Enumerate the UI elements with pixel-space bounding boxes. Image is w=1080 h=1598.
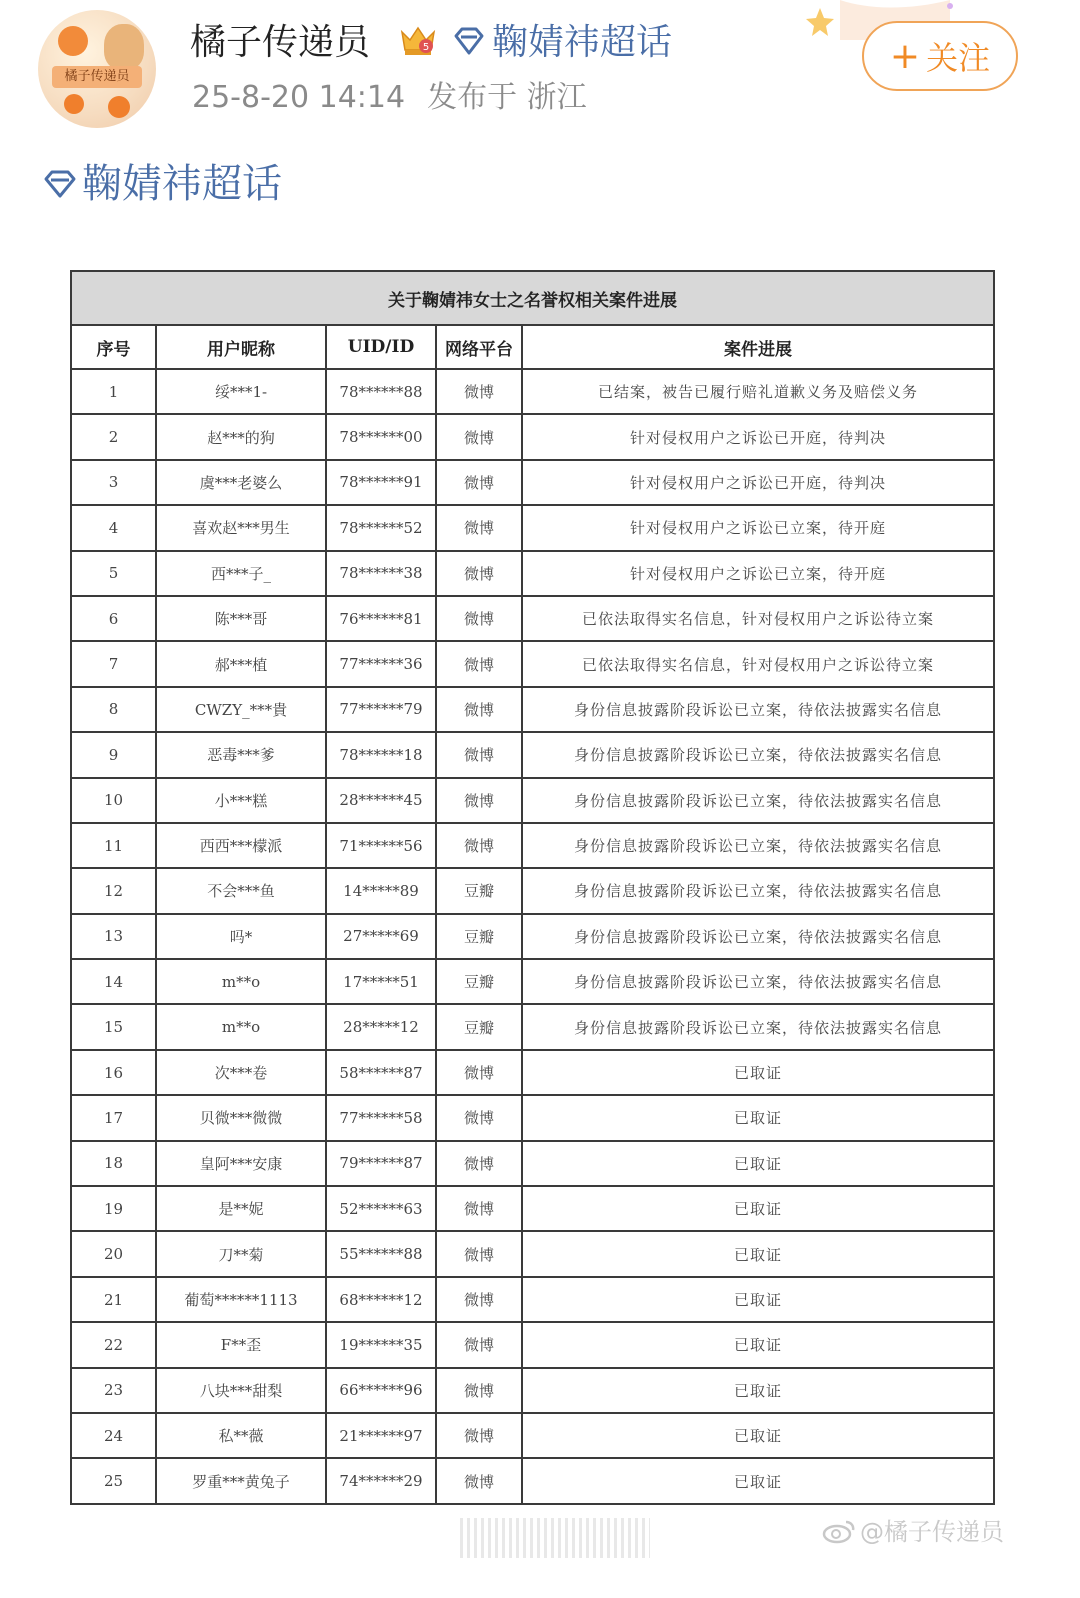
watermark-text: @橘子传递员 — [860, 1518, 1004, 1546]
cell-uid: 71******56 — [326, 823, 436, 868]
cell-uid: 21******97 — [326, 1413, 436, 1458]
cell-progress: 已取证 — [522, 1413, 994, 1458]
cell-index: 4 — [71, 505, 156, 550]
cell-nickname: 喜欢赵***男生 — [156, 505, 326, 550]
cell-platform: 微博 — [436, 369, 522, 414]
post-topic-label: 鞠婧祎超话 — [82, 161, 282, 207]
diamond-icon — [450, 26, 488, 56]
table-row — [71, 460, 994, 505]
cell-platform: 微博 — [436, 1095, 522, 1140]
cell-progress: 已依法取得实名信息，针对侵权用户之诉讼待立案 — [522, 596, 994, 641]
cell-platform: 微博 — [436, 414, 522, 459]
cell-platform: 微博 — [436, 1322, 522, 1367]
cell-nickname: CWZY_***貴 — [156, 687, 326, 732]
cell-nickname: 葡萄******1113 — [156, 1277, 326, 1322]
cell-progress: 针对侵权用户之诉讼已立案，待开庭 — [522, 551, 994, 596]
header-progress: 案件进展 — [522, 325, 994, 369]
cell-nickname: 郝***植 — [156, 641, 326, 686]
follow-label: 关注 — [926, 39, 991, 77]
cell-nickname: 私**薇 — [156, 1413, 326, 1458]
cell-uid: 28*****12 — [326, 1004, 436, 1049]
table-row — [71, 732, 994, 777]
topic-link-label: 鞠婧祎超话 — [492, 22, 673, 63]
table-row — [71, 823, 994, 868]
cell-index: 22 — [71, 1322, 156, 1367]
header-platform: 网络平台 — [436, 325, 522, 369]
cell-uid: 28******45 — [326, 778, 436, 823]
table-row — [71, 1004, 994, 1049]
cell-platform: 微博 — [436, 1368, 522, 1413]
crown-icon — [398, 22, 438, 58]
header-nickname: 用户昵称 — [156, 325, 326, 369]
table-row — [71, 1413, 994, 1458]
cell-progress: 已依法取得实名信息，针对侵权用户之诉讼待立案 — [522, 641, 994, 686]
cell-platform: 微博 — [436, 778, 522, 823]
cell-progress: 针对侵权用户之诉讼已开庭，待判决 — [522, 414, 994, 459]
cell-uid: 78******00 — [326, 414, 436, 459]
cat-illustration — [104, 24, 144, 70]
cell-index: 19 — [71, 1186, 156, 1231]
cell-progress: 已取证 — [522, 1095, 994, 1140]
cell-progress: 已取证 — [522, 1322, 994, 1367]
cell-nickname: 吗* — [156, 914, 326, 959]
cell-progress: 针对侵权用户之诉讼已立案，待开庭 — [522, 505, 994, 550]
case-table — [70, 270, 995, 1505]
post-image[interactable] — [70, 270, 993, 1505]
cell-uid: 76******81 — [326, 596, 436, 641]
cell-nickname: m**o — [156, 1004, 326, 1049]
cell-platform: 微博 — [436, 505, 522, 550]
cell-nickname: F**歪 — [156, 1322, 326, 1367]
cell-index: 20 — [71, 1231, 156, 1276]
cell-platform: 微博 — [436, 1277, 522, 1322]
cell-index: 15 — [71, 1004, 156, 1049]
post-date: 25-8-20 14:14 — [192, 80, 406, 115]
orange-icon — [64, 94, 84, 114]
cell-platform: 微博 — [436, 1050, 522, 1095]
cell-uid: 58******87 — [326, 1050, 436, 1095]
cell-index: 5 — [71, 551, 156, 596]
cell-platform: 豆瓣 — [436, 959, 522, 1004]
watermark — [822, 1512, 1004, 1547]
table-row — [71, 1458, 994, 1503]
cell-index: 14 — [71, 959, 156, 1004]
cell-index: 10 — [71, 778, 156, 823]
topic-link[interactable] — [450, 14, 672, 65]
cell-platform: 微博 — [436, 823, 522, 868]
cell-index: 24 — [71, 1413, 156, 1458]
post-topic-tag[interactable] — [40, 152, 282, 209]
orange-icon — [108, 96, 130, 118]
cell-uid: 78******91 — [326, 460, 436, 505]
table-row — [71, 1277, 994, 1322]
post-meta — [192, 72, 609, 116]
cell-uid: 17*****51 — [326, 959, 436, 1004]
plus-icon: + — [889, 35, 921, 77]
table-row — [71, 959, 994, 1004]
cell-uid: 78******38 — [326, 551, 436, 596]
cell-index: 17 — [71, 1095, 156, 1140]
table-row — [71, 778, 994, 823]
cell-uid: 78******88 — [326, 369, 436, 414]
cell-progress: 身份信息披露阶段诉讼已立案，待依法披露实名信息 — [522, 868, 994, 913]
cell-nickname: m**o — [156, 959, 326, 1004]
cell-index: 21 — [71, 1277, 156, 1322]
cell-progress: 已取证 — [522, 1231, 994, 1276]
table-row — [71, 914, 994, 959]
cell-nickname: 次***卷 — [156, 1050, 326, 1095]
cell-progress: 已取证 — [522, 1186, 994, 1231]
cell-progress: 身份信息披露阶段诉讼已立案，待依法披露实名信息 — [522, 732, 994, 777]
table-row — [71, 868, 994, 913]
cell-nickname: 是**妮 — [156, 1186, 326, 1231]
table-row — [71, 1322, 994, 1367]
cell-index: 6 — [71, 596, 156, 641]
cell-uid: 77******58 — [326, 1095, 436, 1140]
cell-platform: 微博 — [436, 641, 522, 686]
cell-nickname: 皇阿***安康 — [156, 1141, 326, 1186]
cell-uid: 77******36 — [326, 641, 436, 686]
crown-level: 5 — [422, 42, 430, 53]
cell-platform: 微博 — [436, 732, 522, 777]
sun-icon — [58, 26, 88, 56]
cell-uid: 52******63 — [326, 1186, 436, 1231]
table-row — [71, 1368, 994, 1413]
cell-nickname: 八块***甜梨 — [156, 1368, 326, 1413]
cell-index: 9 — [71, 732, 156, 777]
cell-platform: 豆瓣 — [436, 1004, 522, 1049]
cell-nickname: 虞***老婆么 — [156, 460, 326, 505]
table-row — [71, 1141, 994, 1186]
cell-nickname: 不会***鱼 — [156, 868, 326, 913]
header-uid: UID/ID — [326, 325, 436, 369]
cell-index: 23 — [71, 1368, 156, 1413]
cell-platform: 微博 — [436, 1413, 522, 1458]
cell-platform: 微博 — [436, 1458, 522, 1503]
cell-platform: 豆瓣 — [436, 868, 522, 913]
cell-uid: 78******18 — [326, 732, 436, 777]
follow-button[interactable] — [862, 21, 1018, 91]
table-row — [71, 641, 994, 686]
cell-index: 2 — [71, 414, 156, 459]
table-row — [71, 505, 994, 550]
image-indicator — [460, 1518, 650, 1558]
cell-uid: 55******88 — [326, 1231, 436, 1276]
cell-progress: 身份信息披露阶段诉讼已立案，待依法披露实名信息 — [522, 1004, 994, 1049]
cell-progress: 已取证 — [522, 1141, 994, 1186]
cell-nickname: 罗重***黄兔子 — [156, 1458, 326, 1503]
cell-nickname: 绥***1- — [156, 369, 326, 414]
cell-platform: 微博 — [436, 1186, 522, 1231]
table-row — [71, 1050, 994, 1095]
weibo-logo-icon — [822, 1518, 856, 1544]
cell-platform: 微博 — [436, 1231, 522, 1276]
cell-nickname: 小***糕 — [156, 778, 326, 823]
cell-uid: 78******52 — [326, 505, 436, 550]
table-row — [71, 1231, 994, 1276]
table-row — [71, 414, 994, 459]
cell-index: 25 — [71, 1458, 156, 1503]
avatar[interactable] — [38, 10, 156, 128]
cell-platform: 微博 — [436, 1141, 522, 1186]
cell-uid: 77******79 — [326, 687, 436, 732]
cell-progress: 已取证 — [522, 1458, 994, 1503]
post-location: 发布于 浙江 — [427, 80, 587, 115]
username[interactable]: 橘子传递员 — [190, 22, 371, 63]
cell-progress: 已取证 — [522, 1050, 994, 1095]
avatar-text: 橘子传递员 — [52, 66, 142, 88]
cell-platform: 微博 — [436, 687, 522, 732]
table-title: 关于鞠婧祎女士之名誉权相关案件进展 — [71, 271, 994, 325]
cell-progress: 身份信息披露阶段诉讼已立案，待依法披露实名信息 — [522, 823, 994, 868]
cell-nickname: 西西***檬派 — [156, 823, 326, 868]
cell-uid: 79******87 — [326, 1141, 436, 1186]
cell-index: 3 — [71, 460, 156, 505]
cell-uid: 68******12 — [326, 1277, 436, 1322]
cell-progress: 身份信息披露阶段诉讼已立案，待依法披露实名信息 — [522, 687, 994, 732]
cell-nickname: 赵***的狗 — [156, 414, 326, 459]
cell-nickname: 陈***哥 — [156, 596, 326, 641]
table-row — [71, 369, 994, 414]
cell-nickname: 恶毒***爹 — [156, 732, 326, 777]
cell-index: 12 — [71, 868, 156, 913]
cell-uid: 27*****69 — [326, 914, 436, 959]
cell-uid: 66******96 — [326, 1368, 436, 1413]
cell-uid: 74******29 — [326, 1458, 436, 1503]
cell-uid: 14*****89 — [326, 868, 436, 913]
cell-nickname: 贝微***微微 — [156, 1095, 326, 1140]
cell-uid: 19******35 — [326, 1322, 436, 1367]
cell-progress: 身份信息披露阶段诉讼已立案，待依法披露实名信息 — [522, 778, 994, 823]
table-row — [71, 1095, 994, 1140]
cell-platform: 豆瓣 — [436, 914, 522, 959]
cell-platform: 微博 — [436, 551, 522, 596]
cell-index: 8 — [71, 687, 156, 732]
cell-platform: 微博 — [436, 596, 522, 641]
header-index: 序号 — [71, 325, 156, 369]
table-row — [71, 596, 994, 641]
table-row — [71, 1186, 994, 1231]
table-row — [71, 687, 994, 732]
diamond-icon — [40, 169, 80, 199]
table-row — [71, 551, 994, 596]
cell-index: 13 — [71, 914, 156, 959]
cell-progress: 针对侵权用户之诉讼已开庭，待判决 — [522, 460, 994, 505]
cell-progress: 身份信息披露阶段诉讼已立案，待依法披露实名信息 — [522, 959, 994, 1004]
cell-nickname: 刀**菊 — [156, 1231, 326, 1276]
cell-index: 7 — [71, 641, 156, 686]
cell-index: 16 — [71, 1050, 156, 1095]
cell-nickname: 西***子_ — [156, 551, 326, 596]
cell-progress: 身份信息披露阶段诉讼已立案，待依法披露实名信息 — [522, 914, 994, 959]
cell-index: 18 — [71, 1141, 156, 1186]
cell-index: 1 — [71, 369, 156, 414]
cell-progress: 已取证 — [522, 1277, 994, 1322]
cell-progress: 已取证 — [522, 1368, 994, 1413]
cell-index: 11 — [71, 823, 156, 868]
cell-platform: 微博 — [436, 460, 522, 505]
cell-progress: 已结案，被告已履行赔礼道歉义务及赔偿义务 — [522, 369, 994, 414]
